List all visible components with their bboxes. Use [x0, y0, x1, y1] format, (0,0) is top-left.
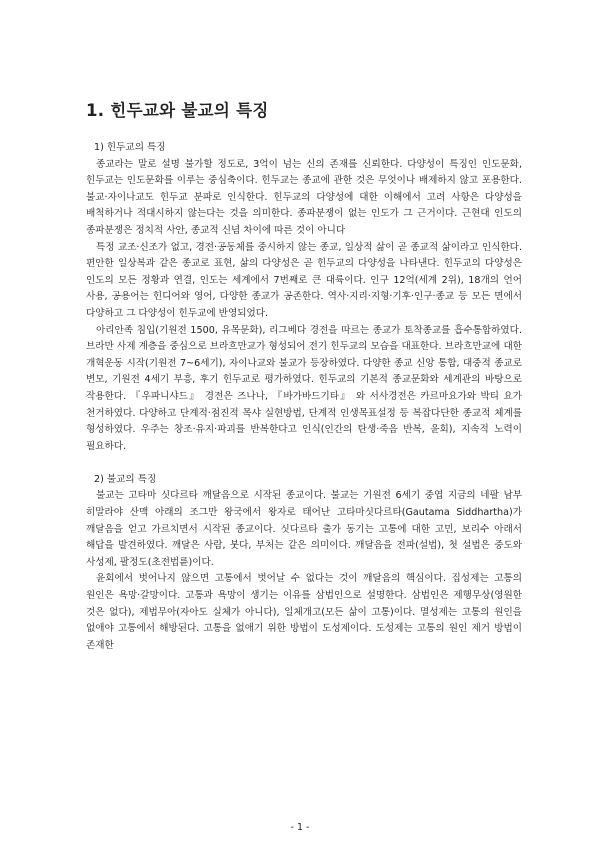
document-body — [86, 140, 522, 654]
section-hinduism — [86, 140, 522, 455]
paragraph: 종교라는 말로 설명 불가할 정도로, 3억이 넘는 신의 존재를 신뢰한다. 다양성이 특징인 인도문화, 힌두교는 인도문화를 이루는 중심축이다. 힌두교는 종교에 관한 것은 무엇이나 배제하지 않고 포용한다. 불교·자이나교도 힌두교 분파로 인식한다. 힌두교의 다양성에 대한 이해에서 고려 사항은 다양성을 배척하거나 적대시하지 않는다는 것을 의미한다. 종파분쟁이 없는 인도가 그 근거이다. 근현대 인도의 종파분쟁은 정치적 사안, 종교적 신념 차이에 따른 것이 아니다 — [86, 158, 522, 236]
paragraph: 아리안족 침입(기원전 1500, 유목문화), 리그베다 경전을 따르는 종교가 토착종교를 흡수통합하였다. 브라만 사제 계층을 중심으로 브라흐만교가 형성되어 전기 힌두교의 모습을 대표한다. 브라흐만교에 대한 개혁운동 시작(기원전 7~6세기), 자이나교와 불교가 등장하였다. 다양한 종교 신앙 통합, 대중적 종교로 변모, 기원전 4세기 부흥, 후기 힌두교로 평가하였다. 힌두교의 기본적 종교문화와 세계관의 바탕으로 작용한다. 『우파니샤드』 경전은 즈나나, 『바가바드기타』 와 서사경전은 카르마요가와 박티 요가 천거하였다. 다양하고 단계적·점진적 목샤 실현방법, 단계적 인생목표설정 등 복잡다단한 종교적 체계를 형성하였다. 우주는 창조·유지·파괴를 반복한다고 인식(인간의 탄생·죽음 반복, 윤회), 지속적 노력이 필요하다. — [86, 324, 522, 452]
page-title: 1. 힌두교와 불교의 특징 — [86, 101, 269, 120]
page-number: - 1 - — [290, 822, 310, 833]
section-buddhism — [86, 472, 522, 655]
section-heading: 1) 힌두교의 특징 — [94, 142, 166, 153]
section-spacer — [86, 455, 522, 472]
paragraph: 불교는 고타마 싯다르타 깨달음으로 시작된 종교이다. 불교는 기원전 6세기 중엽 지금의 네팔 남부 히말라야 산맥 아래의 조그만 왕국에서 왕자로 태어난 고타마싯다르타(Gautama Siddhartha)가 깨달음을 얻고 가르치면서 시작된 종교이다. 싯다르타 출가 동기는 고통에 대한 고민, 보리수 아래서 해답을 발견하였다. 깨달은 사람, 붓다, 부처는 같은 의미이다. 깨달음을 전파(설법), 첫 설법은 중도와 사성제, 팔정도(초전법륜)이다. — [86, 490, 522, 568]
paragraph: 윤회에서 벗어나지 않으면 고통에서 벗어날 수 없다는 것이 깨달음의 핵심이다. 집성제는 고통의 원인은 욕망·갈망이다. 고통과 욕망이 생기는 이유를 삼법인으로 설명한다. 삼법인은 제행무상(영원한 것은 없다), 제법무아(자아도 실체가 아니다), 일체개고(모든 삶이 고통)이다. 멸성제는 고통의 원인을 없애야 고통에서 해방된다. 고통을 없애기 위한 방법이 도성제이다. 도성제는 고통의 원인 제거 방법이 존재한 — [86, 573, 522, 651]
section-heading: 2) 불교의 특징 — [94, 473, 157, 485]
paragraph: 특정 교조·신조가 없고, 경전·공동체를 중시하지 않는 종교, 일상적 삶이 곧 종교적 삶이라고 인식한다. 편안한 일상복과 같은 종교로 표현, 삶의 다양성은 곧 힌두교의 다양성을 나타낸다. 힌두교의 다양성은 인도의 모든 정황과 연결, 인도는 세계에서 7번째로 큰 대륙이다. 인구 12억(세계 2위), 18개의 언어 사용, 공용어는 힌디어와 영어, 다양한 종교가 공존한다. 역사·지리·지형·기후·인구·종교 등 모든 면에서 다양하고 그 다양성이 힌두교에 반영되었다. — [86, 241, 522, 319]
